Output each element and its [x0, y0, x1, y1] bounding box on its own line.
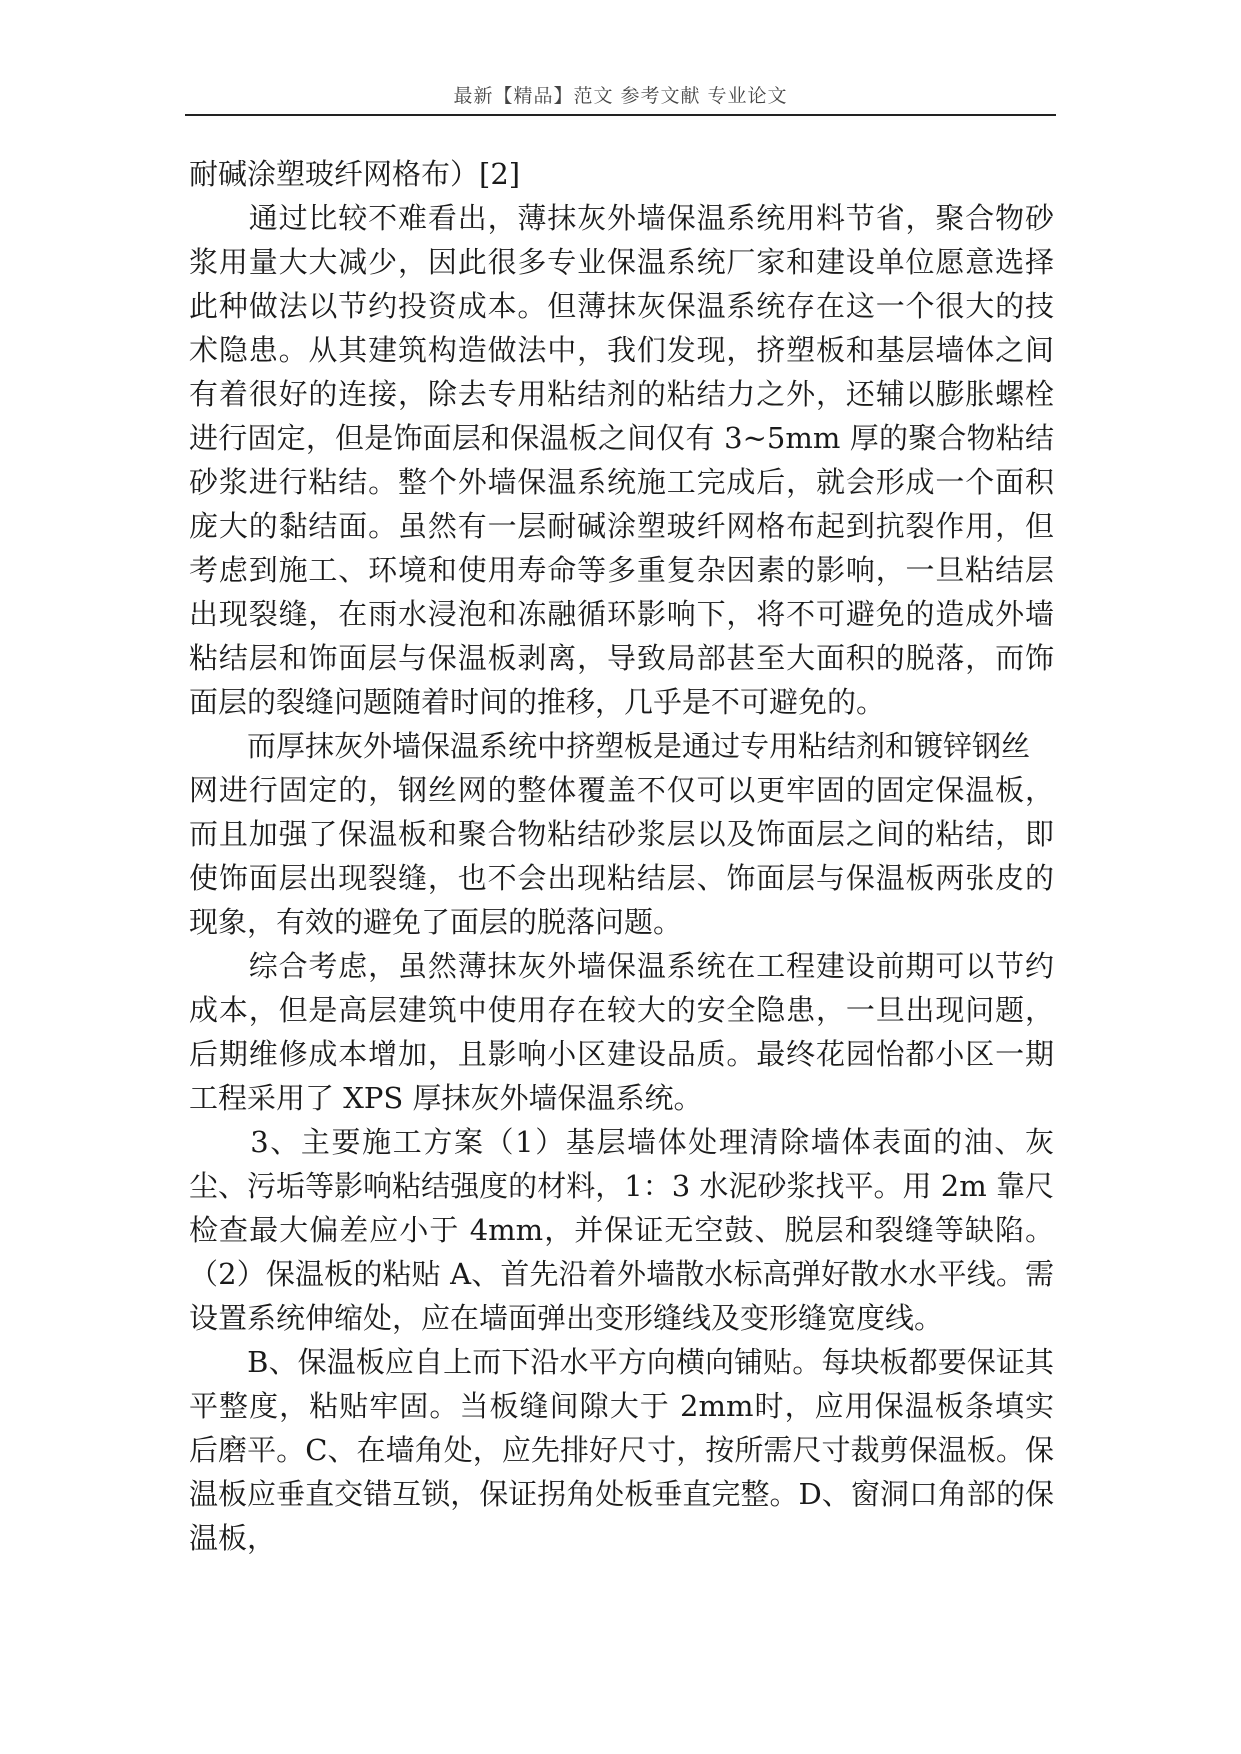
document-body [189, 152, 1054, 1560]
paragraph-thin-plaster-analysis: 通过比较不难看出，薄抹灰外墙保温系统用料节省，聚合物砂浆用量大大减少，因此很多专业保温系统厂家和建设单位愿意选择此种做法以节约投资成本。但薄抹灰保温系统存在这一个很大的技术隐患。从其建筑构造做法中，我们发现，挤塑板和基层墙体之间有着很好的连接，除去专用粘结剂的粘结力之外，还辅以膨胀螺栓进行固定，但是饰面层和保温板之间仅有 3~5mm 厚的聚合物粘结砂浆进行粘结。整个外墙保温系统施工完成后，就会形成一个面积庞大的黏结面。虽然有一层耐碱涂塑玻纤网格布起到抗裂作用，但考虑到施工、环境和使用寿命等多重复杂因素的影响，一旦粘结层出现裂缝，在雨水浸泡和冻融循环影响下，将不可避免的造成外墙粘结层和饰面层与保温板剥离，导致局部甚至大面积的脱落，而饰面层的裂缝问题随着时间的推移，几乎是不可避免的。 [189, 201, 1054, 719]
header-divider [185, 114, 1056, 116]
page-header: 最新【精品】范文 参考文献 专业论文 [453, 85, 788, 107]
paragraph-continuation: 耐碱涂塑玻纤网格布）[2] [189, 157, 521, 191]
paragraph-construction-plan: 3、主要施工方案（1）基层墙体处理清除墙体表面的油、灰尘、污垢等影响粘结强度的材料，1：3 水泥砂浆找平。用 2m 靠尺检查最大偏差应小于 4mm，并保证无空鼓、脱层和裂缝等缺陷。（2）保温板的粘贴 A、首先沿着外墙散水标高弹好散水水平线。需设置系统伸缩处，应在墙面弹出变形缝线及变形缝宽度线。 [189, 1125, 1054, 1335]
paragraph-conclusion: 综合考虑，虽然薄抹灰外墙保温系统在工程建设前期可以节约成本，但是高层建筑中使用存在较大的安全隐患，一旦出现问题，后期维修成本增加，且影响小区建设品质。最终花园怡都小区一期工程采用了 XPS 厚抹灰外墙保温系统。 [189, 949, 1054, 1115]
paragraph-board-installation: B、保温板应自上而下沿水平方向横向铺贴。每块板都要保证其平整度，粘贴牢固。当板缝间隙大于 2mm时，应用保温板条填实后磨平。C、在墙角处，应先排好尺寸，按所需尺寸裁剪保温板。保温板应垂直交错互锁，保证拐角处板垂直完整。D、窗洞口角部的保温板， [189, 1345, 1054, 1555]
paragraph-thick-plaster-system: 而厚抹灰外墙保温系统中挤塑板是通过专用粘结剂和镀锌钢丝 网进行固定的，钢丝网的整体覆盖不仅可以更牢固的固定保温板，而且加强了保温板和聚合物粘结砂浆层以及饰面层之间的粘结，即使饰面层出现裂缝，也不会出现粘结层、饰面层与保温板两张皮的现象，有效的避免了面层的脱落问题。 [189, 729, 1054, 939]
